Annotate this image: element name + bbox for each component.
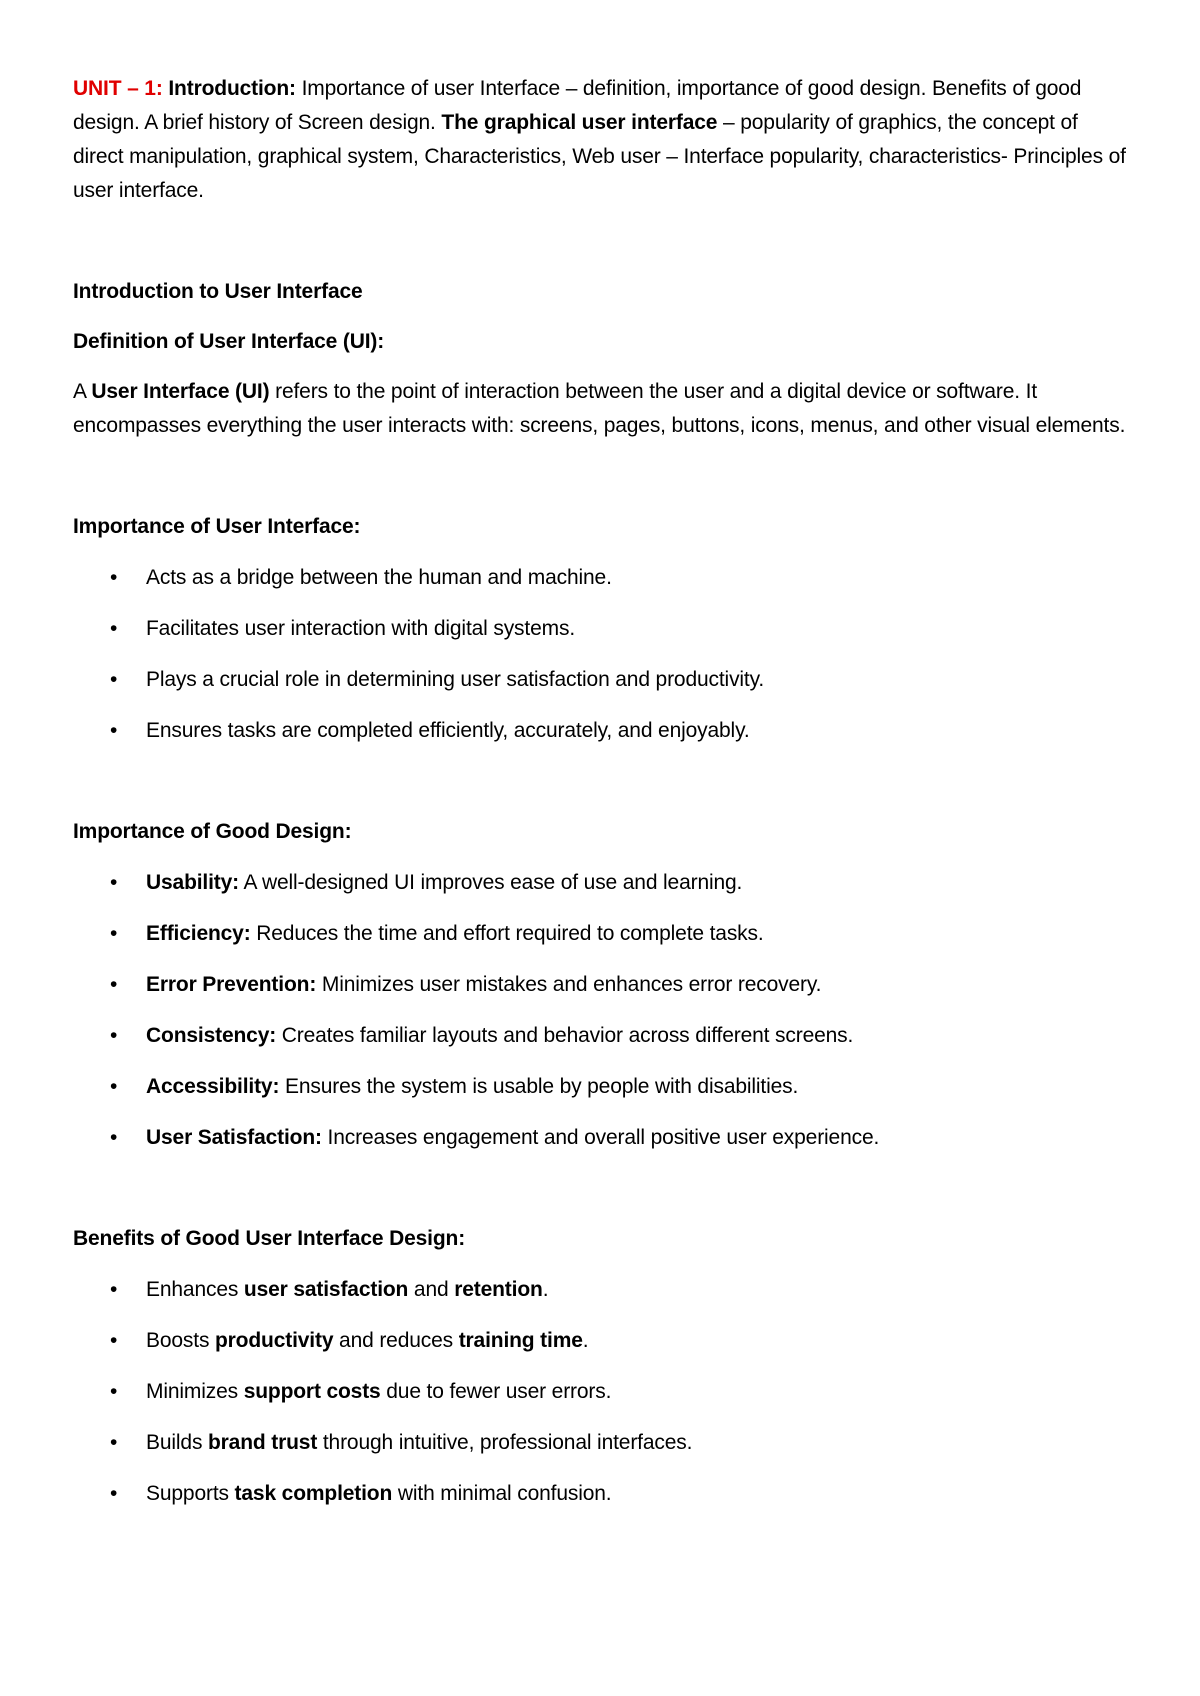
definition-heading: Definition of User Interface (UI): bbox=[73, 330, 385, 353]
list-item-text: Minimizes bbox=[146, 1380, 244, 1403]
list-item-term: Usability: bbox=[146, 871, 240, 894]
list-item-text: Ensures the system is usable by people with disabilities. bbox=[279, 1075, 799, 1098]
list-item bbox=[73, 1121, 1133, 1155]
list-item bbox=[73, 663, 1133, 697]
list-item-term: Accessibility: bbox=[146, 1075, 280, 1098]
gui-label: The graphical user interface bbox=[441, 111, 718, 134]
bullet: • bbox=[110, 719, 118, 742]
list-item-text: Plays a crucial role in determining user satisfaction and productivity. bbox=[146, 668, 765, 691]
list-item bbox=[73, 1324, 1133, 1358]
list-item-text: Boosts bbox=[146, 1329, 215, 1352]
importance-design-list bbox=[73, 866, 1133, 1155]
list-item-text: Creates familiar layouts and behavior across different screens. bbox=[276, 1024, 854, 1047]
list-item bbox=[73, 1070, 1133, 1104]
bullet: • bbox=[110, 1431, 118, 1454]
list-item-term: User Satisfaction: bbox=[146, 1126, 322, 1149]
bullet: • bbox=[110, 871, 118, 894]
list-item-text: Reduces the time and effort required to complete tasks. bbox=[250, 922, 764, 945]
list-item-text: Enhances bbox=[146, 1278, 244, 1301]
bullet: • bbox=[110, 922, 118, 945]
list-item-text: Facilitates user interaction with digital systems. bbox=[146, 617, 575, 640]
syllabus-text-2: – popularity of graphics, the concept of direct manipulation, graphical system, Characteristics, Web user – Interface popularity, characteristics- Principles of user interface. bbox=[73, 111, 1126, 202]
list-item-text: Supports bbox=[146, 1482, 235, 1505]
list-item bbox=[73, 1273, 1133, 1307]
importance-design-heading: Importance of Good Design: bbox=[73, 820, 352, 843]
unit-syllabus-paragraph bbox=[73, 72, 1133, 208]
list-item-term: training time bbox=[458, 1329, 583, 1352]
definition-term: User Interface (UI) bbox=[91, 380, 270, 403]
bullet: • bbox=[110, 1329, 118, 1352]
definition-text: refers to the point of interaction between the user and a digital device or software. It encompasses everything the user interacts with: screens, pages, buttons, icons, menus, and other visual elements. bbox=[73, 380, 1126, 437]
bullet: • bbox=[110, 1024, 118, 1047]
definition-paragraph bbox=[73, 375, 1133, 443]
list-item bbox=[73, 561, 1133, 595]
list-item-term: productivity bbox=[214, 1329, 334, 1352]
bullet: • bbox=[110, 617, 118, 640]
list-item-term: task completion bbox=[234, 1482, 393, 1505]
list-item-term: user satisfaction bbox=[243, 1278, 409, 1301]
bullet: • bbox=[110, 1075, 118, 1098]
bullet: • bbox=[110, 668, 118, 691]
bullet: • bbox=[110, 973, 118, 996]
list-item bbox=[73, 1375, 1133, 1409]
list-item-text: A well-designed UI improves ease of use and learning. bbox=[239, 871, 743, 894]
list-item-term: Efficiency: bbox=[146, 922, 251, 945]
importance-ui-heading: Importance of User Interface: bbox=[73, 515, 361, 538]
list-item bbox=[73, 917, 1133, 951]
list-item bbox=[73, 714, 1133, 748]
bullet: • bbox=[110, 566, 118, 589]
list-item-term: Error Prevention: bbox=[146, 973, 317, 996]
document-page bbox=[73, 72, 1133, 1511]
list-item-text: and bbox=[408, 1278, 455, 1301]
list-item-text: Ensures tasks are completed efficiently, accurately, and enjoyably. bbox=[146, 719, 750, 742]
list-item-text: with minimal confusion. bbox=[392, 1482, 612, 1505]
list-item-text: . bbox=[582, 1329, 589, 1352]
introduction-label: Introduction: bbox=[168, 77, 296, 100]
benefits-list bbox=[73, 1273, 1133, 1511]
list-item bbox=[73, 1477, 1133, 1511]
list-item-text: due to fewer user errors. bbox=[380, 1380, 612, 1403]
definition-pre: A bbox=[73, 380, 92, 403]
syllabus-text-1: Importance of user Interface – definition, importance of good design. Benefits of good design. A brief history of Screen design. bbox=[73, 77, 1082, 134]
list-item-text: through intuitive, professional interfaces. bbox=[317, 1431, 693, 1454]
bullet: • bbox=[110, 1126, 118, 1149]
list-item bbox=[73, 968, 1133, 1002]
benefits-heading: Benefits of Good User Interface Design: bbox=[73, 1227, 466, 1250]
list-item-text: Acts as a bridge between the human and machine. bbox=[146, 566, 612, 589]
bullet: • bbox=[110, 1482, 118, 1505]
list-item-term: retention bbox=[454, 1278, 543, 1301]
list-item-text: . bbox=[542, 1278, 549, 1301]
bullet: • bbox=[110, 1380, 118, 1403]
intro-heading: Introduction to User Interface bbox=[73, 280, 363, 303]
list-item-text: Minimizes user mistakes and enhances error recovery. bbox=[316, 973, 822, 996]
importance-ui-list bbox=[73, 561, 1133, 748]
list-item-text: and reduces bbox=[333, 1329, 459, 1352]
list-item-term: support costs bbox=[243, 1380, 381, 1403]
bullet: • bbox=[110, 1278, 118, 1301]
list-item-term: brand trust bbox=[207, 1431, 318, 1454]
list-item bbox=[73, 866, 1133, 900]
list-item-text: Increases engagement and overall positive user experience. bbox=[321, 1126, 880, 1149]
list-item-text: Builds bbox=[146, 1431, 208, 1454]
unit-label: UNIT – 1: bbox=[73, 77, 163, 100]
list-item bbox=[73, 1426, 1133, 1460]
list-item-term: Consistency: bbox=[146, 1024, 277, 1047]
list-item bbox=[73, 1019, 1133, 1053]
list-item bbox=[73, 612, 1133, 646]
